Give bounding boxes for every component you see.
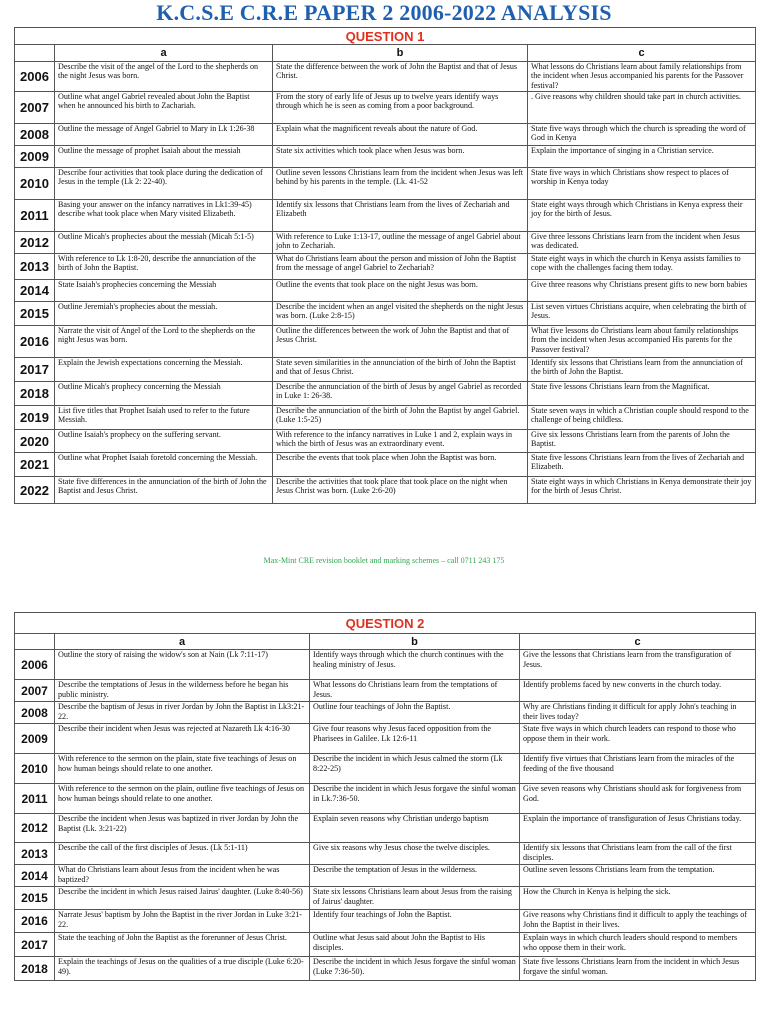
question-b-cell: Explain seven reasons why Christian undergo baptism bbox=[310, 814, 520, 843]
question-a-cell: State five differences in the annunciation of the birth of John the Baptist and Jesus Christ. bbox=[55, 477, 273, 504]
year-cell: 2007 bbox=[15, 92, 55, 124]
year-cell: 2011 bbox=[15, 200, 55, 232]
question-b-cell: State the difference between the work of John the Baptist and that of Jesus Christ. bbox=[273, 62, 528, 92]
table-row bbox=[15, 358, 756, 382]
table-row bbox=[15, 280, 756, 302]
question-2-table bbox=[14, 612, 756, 981]
question-b-cell: Identify six lessons that Christians learn from the lives of Zechariah and Elizabeth bbox=[273, 200, 528, 232]
question-c-cell: Outline seven lessons Christians learn from the temptation. bbox=[520, 865, 756, 887]
question-b-cell: Describe the incident when an angel visited the shepherds on the night Jesus was born. (Luke 2:8-15) bbox=[273, 302, 528, 326]
question-c-cell: State five lessons Christians learn from the incident in which Jesus forgave the sinful woman. bbox=[520, 957, 756, 981]
question-a-cell: With reference to the sermon on the plain, outline five teachings of Jesus on how human beings should relate to one another. bbox=[55, 784, 310, 814]
question-c-cell: State eight ways through which Christians in Kenya express their joy for the birth of Jesus. bbox=[528, 200, 756, 232]
question-c-cell: . Give reasons why children should take part in church activities. bbox=[528, 92, 756, 124]
year-cell: 2008 bbox=[15, 124, 55, 146]
question-b-cell: Outline what Jesus said about John the Baptist to His disciples. bbox=[310, 933, 520, 957]
question-c-cell: How the Church in Kenya is helping the sick. bbox=[520, 887, 756, 910]
question-b-cell: Describe the temptation of Jesus in the wilderness. bbox=[310, 865, 520, 887]
table-row bbox=[15, 865, 756, 887]
question-c-cell: State eight ways in which the church in Kenya assists families to cope with the challenges facing them today. bbox=[528, 254, 756, 280]
question-c-cell: Give six lessons Christians learn from the parents of John the Baptist. bbox=[528, 430, 756, 453]
question-a-cell: Explain the teachings of Jesus on the qualities of a true disciple (Luke 6:20-49). bbox=[55, 957, 310, 981]
year-cell: 2017 bbox=[15, 358, 55, 382]
question-a-cell: Describe the incident in which Jesus raised Jairus' daughter. (Luke 8:40-56) bbox=[55, 887, 310, 910]
year-cell: 2021 bbox=[15, 453, 55, 477]
question-b-cell: State six activities which took place when Jesus was born. bbox=[273, 146, 528, 168]
table-row bbox=[15, 62, 756, 92]
year-cell: 2022 bbox=[15, 477, 55, 504]
document-title: K.C.S.E C.R.E PAPER 2 2006-2022 ANALYSIS bbox=[156, 0, 612, 25]
question-a-cell: Describe the temptations of Jesus in the wilderness before he began his public ministry. bbox=[55, 680, 310, 702]
question-a-cell: Describe the call of the first disciples of Jesus. (Lk 5:1-11) bbox=[55, 843, 310, 865]
question-c-cell: Give three lessons Christians learn from the incident when Jesus was dedicated. bbox=[528, 232, 756, 254]
question-c-cell: Give the lessons that Christians learn from the transfiguration of Jesus. bbox=[520, 650, 756, 680]
column-a-header: a bbox=[55, 45, 273, 62]
question-a-cell: Outline Jeremiah's prophecies about the messiah. bbox=[55, 302, 273, 326]
year-cell: 2014 bbox=[15, 280, 55, 302]
question-a-cell: Outline Micah's prophecies about the messiah (Micah 5:1-5) bbox=[55, 232, 273, 254]
question-c-cell: Explain ways in which church leaders should respond to members who oppose them in their work. bbox=[520, 933, 756, 957]
year-cell: 2013 bbox=[15, 254, 55, 280]
question-2-heading: QUESTION 2 bbox=[15, 613, 756, 634]
question-c-cell: Give three reasons why Christians present gifts to new born babies bbox=[528, 280, 756, 302]
question-a-cell: Explain the Jewish expectations concerning the Messiah. bbox=[55, 358, 273, 382]
table-row bbox=[15, 453, 756, 477]
question-c-cell: What five lessons do Christians learn about family relationships from the incident when Jesus accompanied His parents for the Passover festival? bbox=[528, 326, 756, 358]
question-b-cell: Describe the annunciation of the birth of Jesus by angel Gabriel as recorded in Luke 1: 26-38. bbox=[273, 382, 528, 406]
question-b-cell: What lessons do Christians learn from the temptations of Jesus. bbox=[310, 680, 520, 702]
question-b-cell: Explain what the magnificent reveals about the nature of God. bbox=[273, 124, 528, 146]
table-row bbox=[15, 146, 756, 168]
year-cell: 2011 bbox=[15, 784, 55, 814]
question-a-cell: Narrate the visit of Angel of the Lord to the shepherds on the night Jesus was born. bbox=[55, 326, 273, 358]
table-row bbox=[15, 814, 756, 843]
question-b-cell: Describe the events that took place when John the Baptist was born. bbox=[273, 453, 528, 477]
question-b-cell: Identify four teachings of John the Baptist. bbox=[310, 910, 520, 933]
year-cell: 2014 bbox=[15, 865, 55, 887]
year-cell: 2019 bbox=[15, 406, 55, 430]
table-row bbox=[15, 887, 756, 910]
table-row bbox=[15, 302, 756, 326]
year-cell: 2015 bbox=[15, 302, 55, 326]
question-b-cell: From the story of early life of Jesus up to twelve years identify ways through which he is seen as coming from a poor background. bbox=[273, 92, 528, 124]
question-c-cell: Explain the importance of transfiguration of Jesus Christians today. bbox=[520, 814, 756, 843]
question-a-cell: Describe the incident when Jesus was baptized in river Jordan by John the Baptist (Lk. 3:21-22) bbox=[55, 814, 310, 843]
question-a-cell: Outline Isaiah's prophecy on the suffering servant. bbox=[55, 430, 273, 453]
table-row bbox=[15, 477, 756, 504]
question-a-cell: State Isaiah's prophecies concerning the Messiah bbox=[55, 280, 273, 302]
question-c-cell: What lessons do Christians learn about family relationships from the incident when Jesus accompanied his parents for the Passover festival? bbox=[528, 62, 756, 92]
year-cell: 2018 bbox=[15, 382, 55, 406]
question-c-cell: Identify five virtues that Christians learn from the miracles of the feeding of the five thousand bbox=[520, 754, 756, 784]
year-cell: 2012 bbox=[15, 232, 55, 254]
table-row bbox=[15, 92, 756, 124]
table-row bbox=[15, 254, 756, 280]
question-b-cell: Outline the events that took place on the night Jesus was born. bbox=[273, 280, 528, 302]
column-b-header: b bbox=[273, 45, 528, 62]
question-1-table bbox=[14, 27, 756, 504]
year-cell: 2013 bbox=[15, 843, 55, 865]
question-c-cell: State eight ways in which Christians in Kenya demonstrate their joy for the birth of Jesus Christ. bbox=[528, 477, 756, 504]
year-cell: 2009 bbox=[15, 146, 55, 168]
table-row bbox=[15, 933, 756, 957]
year-cell: 2010 bbox=[15, 754, 55, 784]
question-a-cell: With reference to Lk 1:8-20, describe the annunciation of the birth of John the Baptist. bbox=[55, 254, 273, 280]
question-a-cell: Outline the message of prophet Isaiah about the messiah bbox=[55, 146, 273, 168]
question-c-cell: Why are Christians finding it difficult for apply John's teaching in their lives today? bbox=[520, 702, 756, 724]
question-c-cell: Identify six lessons that Christians learn from the call of the first disciples. bbox=[520, 843, 756, 865]
question-1-heading: QUESTION 1 bbox=[15, 28, 756, 45]
year-cell: 2015 bbox=[15, 887, 55, 910]
table-row bbox=[15, 754, 756, 784]
table-row bbox=[15, 200, 756, 232]
question-a-cell: Describe the visit of the angel of the Lord to the shepherds on the night Jesus was born. bbox=[55, 62, 273, 92]
table-row bbox=[15, 957, 756, 981]
question-a-cell: Describe the baptism of Jesus in river Jordan by John the Baptist in Lk3:21-22. bbox=[55, 702, 310, 724]
table-row bbox=[15, 650, 756, 680]
year-cell: 2016 bbox=[15, 326, 55, 358]
column-c-header: c bbox=[528, 45, 756, 62]
question-a-cell: List five titles that Prophet Isaiah used to refer to the future Messiah. bbox=[55, 406, 273, 430]
table-row bbox=[15, 430, 756, 453]
question-a-cell: Outline what angel Gabriel revealed about John the Baptist when he announced his birth to Zachariah. bbox=[55, 92, 273, 124]
table-row bbox=[15, 382, 756, 406]
question-b-cell: Outline four teachings of John the Baptist. bbox=[310, 702, 520, 724]
question-a-cell: Outline Micah's prophecy concerning the Messiah bbox=[55, 382, 273, 406]
year-cell: 2007 bbox=[15, 680, 55, 702]
column-a-header: a bbox=[55, 634, 310, 650]
year-cell: 2017 bbox=[15, 933, 55, 957]
question-b-cell: Outline the differences between the work of John the Baptist and that of Jesus Christ. bbox=[273, 326, 528, 358]
table-row bbox=[15, 784, 756, 814]
table-row bbox=[15, 843, 756, 865]
question-a-cell: State the teaching of John the Baptist as the forerunner of Jesus Christ. bbox=[55, 933, 310, 957]
table-row bbox=[15, 232, 756, 254]
question-c-cell: State five ways in which church leaders can respond to those who oppose them in their work. bbox=[520, 724, 756, 754]
question-a-cell: Describe their incident when Jesus was rejected at Nazareth Lk 4:16-30 bbox=[55, 724, 310, 754]
question-a-cell: With reference to the sermon on the plain, state five teachings of Jesus on how human beings should relate to one another. bbox=[55, 754, 310, 784]
question-b-cell: Describe the annunciation of the birth of John the Baptist by angel Gabriel. (Luke 1:5-25) bbox=[273, 406, 528, 430]
question-b-cell: Identify ways through which the church continues with the healing ministry of Jesus. bbox=[310, 650, 520, 680]
table-row bbox=[15, 326, 756, 358]
question-c-cell: State five ways through which the church is spreading the word of God in Kenya bbox=[528, 124, 756, 146]
question-b-cell: State seven similarities in the annunciation of the birth of John the Baptist and that of Jesus Christ. bbox=[273, 358, 528, 382]
question-b-cell: Describe the incident in which Jesus forgave the sinful woman in Lk.7:36-50. bbox=[310, 784, 520, 814]
question-a-cell: What do Christians learn about Jesus from the incident when he was baptized? bbox=[55, 865, 310, 887]
question-b-cell: What do Christians learn about the person and mission of John the Baptist from the message of angel Gabriel to Zechariah? bbox=[273, 254, 528, 280]
question-b-cell: Describe the activities that took place that took place on the night when Jesus Christ was born. (Luke 2:6-20) bbox=[273, 477, 528, 504]
question-c-cell: State five lessons Christians learn from the Magnificat. bbox=[528, 382, 756, 406]
year-cell: 2018 bbox=[15, 957, 55, 981]
question-a-cell: Describe four activities that took place during the dedication of Jesus in the temple (Lk 2: 22-40). bbox=[55, 168, 273, 200]
question-b-cell: Describe the incident in which Jesus forgave the sinful woman (Luke 7:36-50). bbox=[310, 957, 520, 981]
year-cell: 2006 bbox=[15, 62, 55, 92]
question-a-cell: Narrate Jesus' baptism by John the Baptist in the river Jordan in Luke 3:21-22. bbox=[55, 910, 310, 933]
question-b-cell: With reference to Luke 1:13-17, outline the message of angel Gabriel about john to Zechariah. bbox=[273, 232, 528, 254]
question-b-cell: With reference to the infancy narratives in Luke 1 and 2, explain ways in which the birth of Jesus was an extraordinary event. bbox=[273, 430, 528, 453]
table-row bbox=[15, 702, 756, 724]
footer-note: Max-Mint CRE revision booklet and marking schemes – call 0711 243 175 bbox=[263, 556, 505, 565]
year-cell: 2020 bbox=[15, 430, 55, 453]
year-cell: 2012 bbox=[15, 814, 55, 843]
question-c-cell: Identify problems faced by new converts in the church today. bbox=[520, 680, 756, 702]
question-a-cell: Outline the story of raising the widow's son at Nain (Lk 7:11-17) bbox=[55, 650, 310, 680]
question-b-cell: Describe the incident in which Jesus calmed the storm (Lk 8:22-25) bbox=[310, 754, 520, 784]
question-b-cell: Outline seven lessons Christians learn from the incident when Jesus was left behind by his parents in the temple. (Lk. 41-52 bbox=[273, 168, 528, 200]
table-row bbox=[15, 680, 756, 702]
question-a-cell: Basing your answer on the infancy narratives in Lk1:39-45) describe what took place when Mary visited Elizabeth. bbox=[55, 200, 273, 232]
table-row bbox=[15, 124, 756, 146]
year-cell: 2006 bbox=[15, 650, 55, 680]
question-c-cell: Give seven reasons why Christians should ask for forgiveness from God. bbox=[520, 784, 756, 814]
year-cell: 2008 bbox=[15, 702, 55, 724]
question-c-cell: State seven ways in which a Christian couple should respond to the challenge of being childless. bbox=[528, 406, 756, 430]
question-b-cell: Give six reasons why Jesus chose the twelve disciples. bbox=[310, 843, 520, 865]
year-column-header bbox=[15, 634, 55, 650]
question-c-cell: State five lessons Christians learn from the lives of Zechariah and Elizabeth. bbox=[528, 453, 756, 477]
question-b-cell: State six lessons Christians learn about Jesus from the raising of Jairus' daughter. bbox=[310, 887, 520, 910]
year-cell: 2010 bbox=[15, 168, 55, 200]
table-row bbox=[15, 724, 756, 754]
year-column-header bbox=[15, 45, 55, 62]
table-row bbox=[15, 910, 756, 933]
year-cell: 2009 bbox=[15, 724, 55, 754]
question-a-cell: Outline the message of Angel Gabriel to Mary in Lk 1:26-38 bbox=[55, 124, 273, 146]
question-c-cell: Identify six lessons that Christians learn from the annunciation of the birth of John the Baptist. bbox=[528, 358, 756, 382]
question-c-cell: State five ways in which Christians show respect to places of worship in Kenya today bbox=[528, 168, 756, 200]
year-cell: 2016 bbox=[15, 910, 55, 933]
question-b-cell: Give four reasons why Jesus faced opposition from the Pharisees in Galilee. Lk 12:6-11 bbox=[310, 724, 520, 754]
column-b-header: b bbox=[310, 634, 520, 650]
table-row bbox=[15, 406, 756, 430]
table-row bbox=[15, 168, 756, 200]
question-c-cell: List seven virtues Christians acquire, when celebrating the birth of Jesus. bbox=[528, 302, 756, 326]
question-c-cell: Explain the importance of singing in a Christian service. bbox=[528, 146, 756, 168]
question-c-cell: Give reasons why Christians find it difficult to apply the teachings of John the Baptist in their lives. bbox=[520, 910, 756, 933]
column-c-header: c bbox=[520, 634, 756, 650]
question-a-cell: Outline what Prophet Isaiah foretold concerning the Messiah. bbox=[55, 453, 273, 477]
